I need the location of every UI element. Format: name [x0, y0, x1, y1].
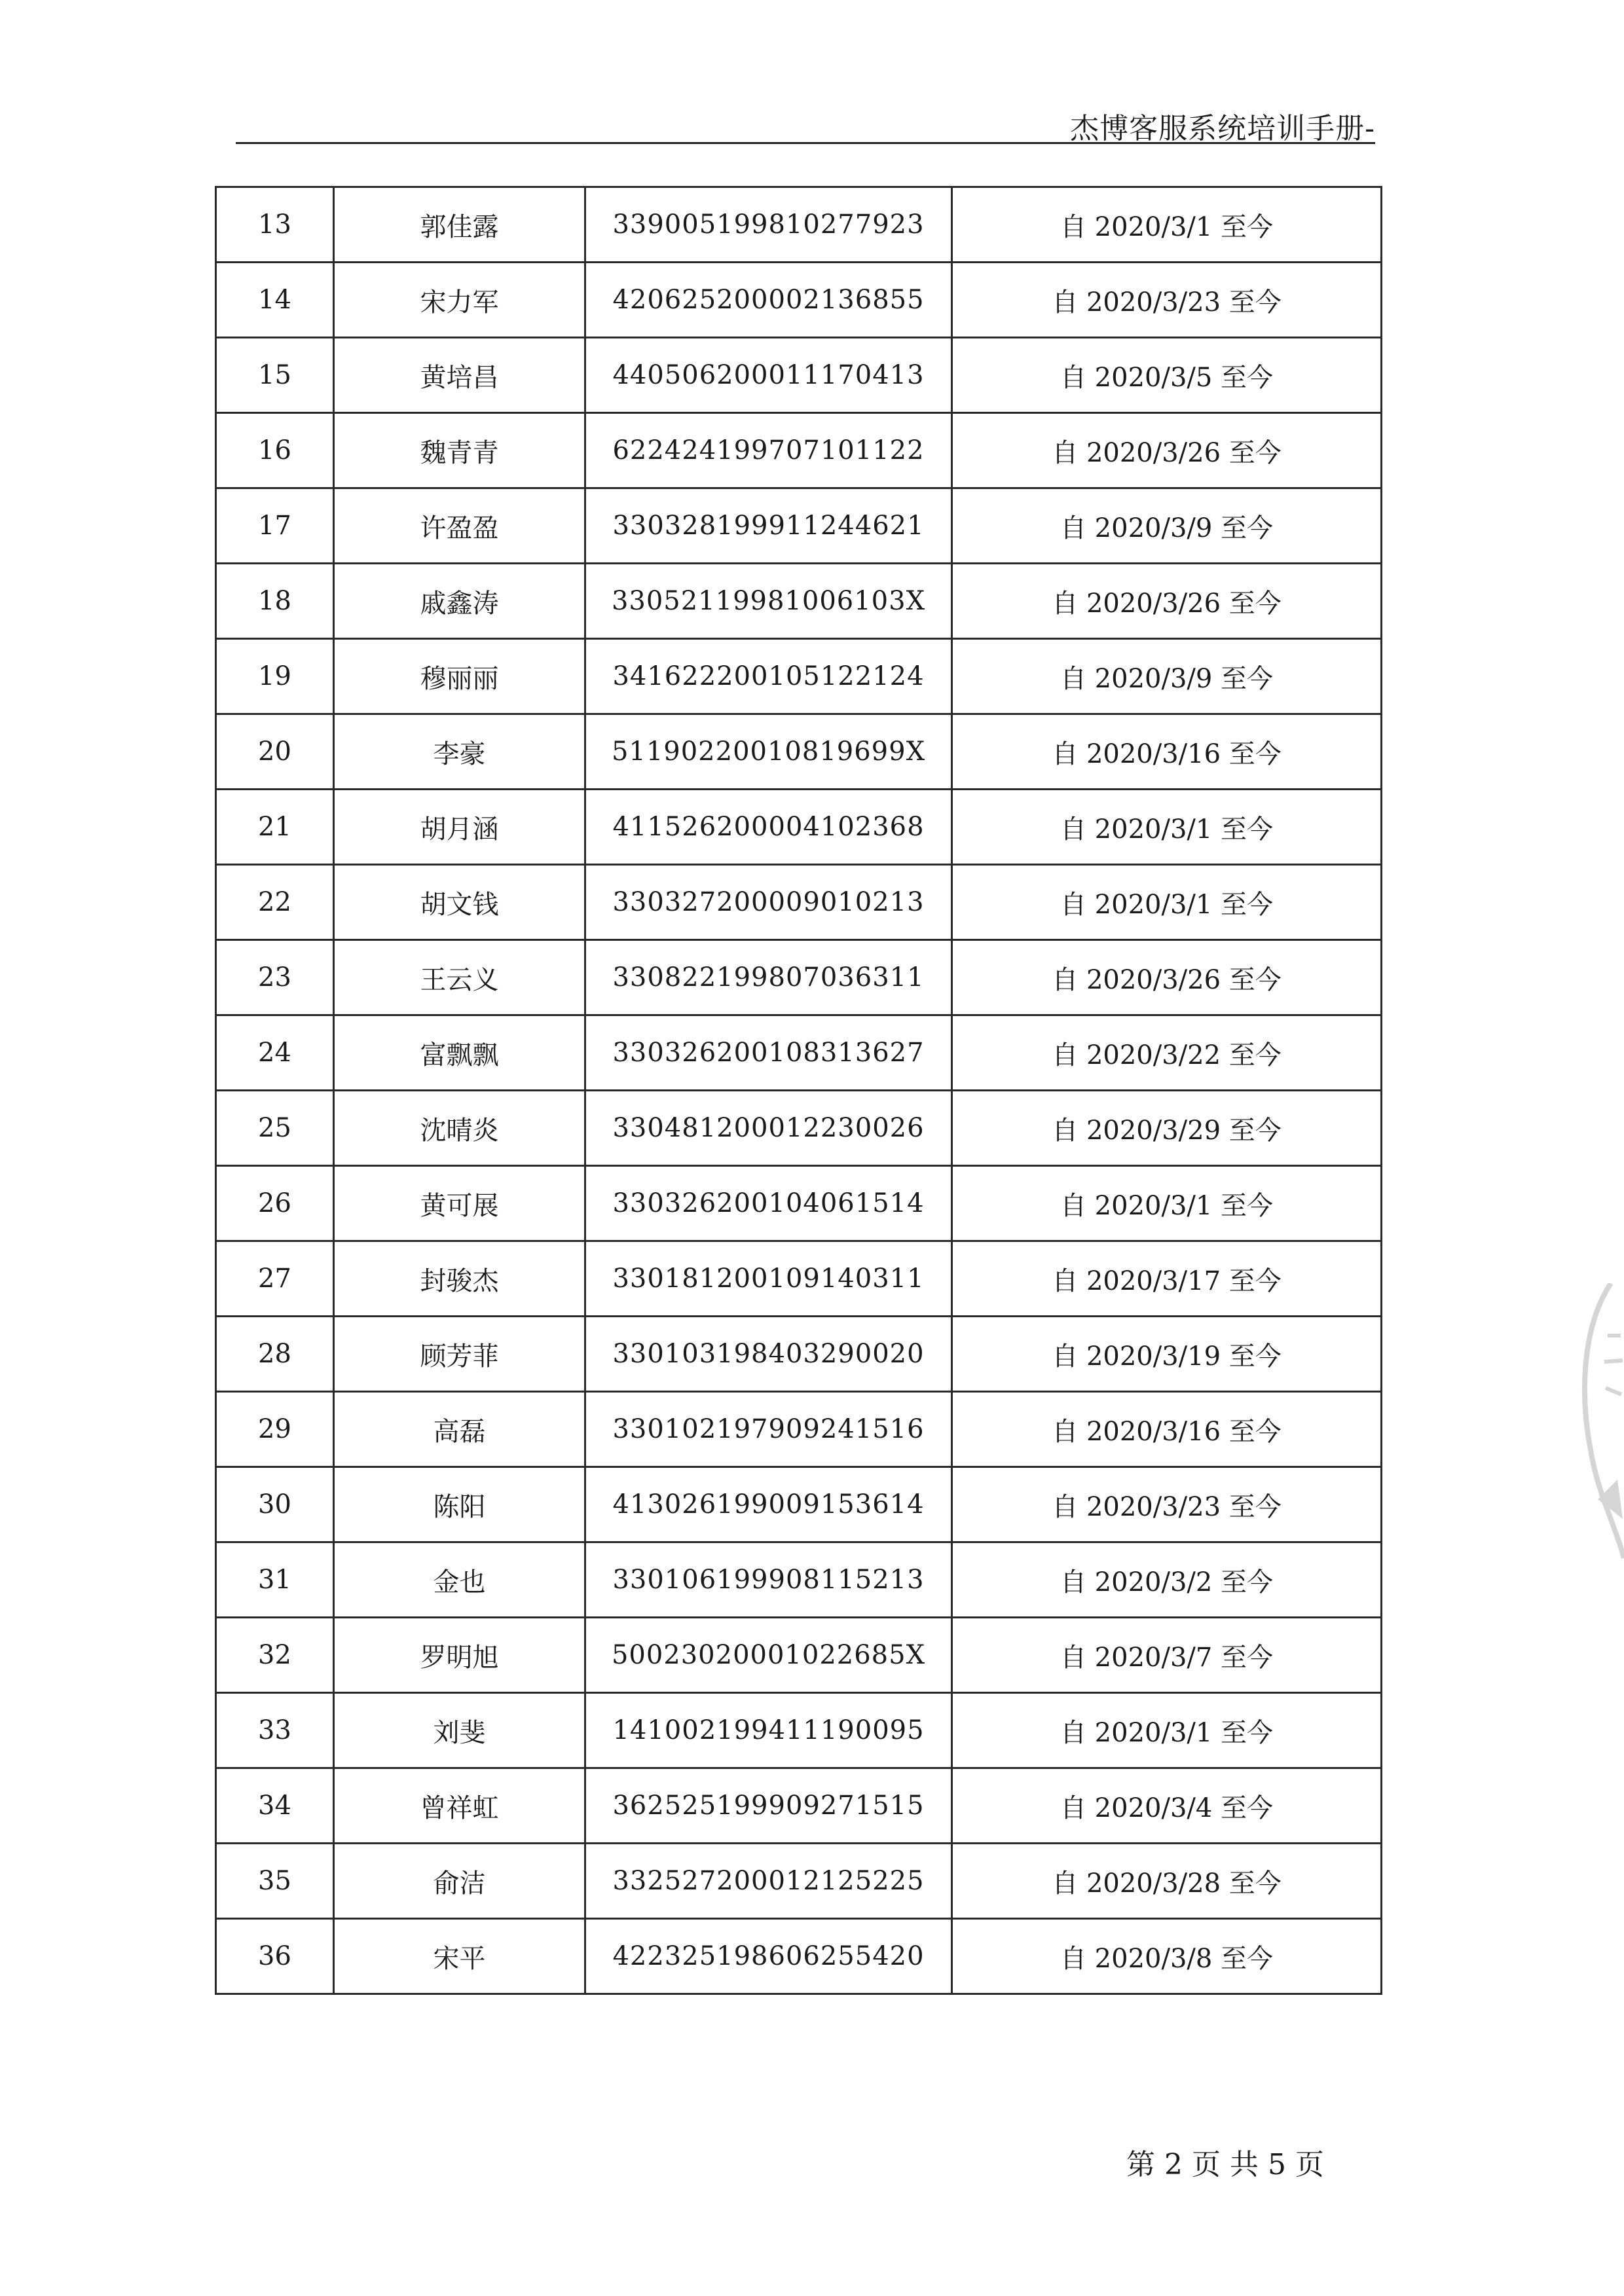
employment-period-cell: 自 2020/3/1 至今 [952, 790, 1382, 865]
row-number-cell: 25 [216, 1091, 334, 1166]
table-row [216, 338, 1382, 413]
row-number-cell: 26 [216, 1166, 334, 1241]
employment-period-cell: 自 2020/3/1 至今 [952, 1166, 1382, 1241]
id-number-cell: 330102197909241516 [585, 1392, 952, 1467]
name-cell: 郭佳露 [334, 187, 585, 263]
id-number-cell: 330326200104061514 [585, 1166, 952, 1241]
page-header [236, 98, 1375, 144]
id-number-cell: 362525199909271515 [585, 1768, 952, 1844]
row-number-cell: 27 [216, 1241, 334, 1317]
table-row [216, 488, 1382, 564]
employment-period-cell: 自 2020/3/16 至今 [952, 1392, 1382, 1467]
name-cell: 俞洁 [334, 1844, 585, 1919]
row-number-cell: 19 [216, 639, 334, 714]
name-cell: 黄培昌 [334, 338, 585, 413]
row-number-cell: 28 [216, 1317, 334, 1392]
table-row [216, 263, 1382, 338]
employment-period-cell: 自 2020/3/2 至今 [952, 1542, 1382, 1618]
employment-period-cell: 自 2020/3/5 至今 [952, 338, 1382, 413]
name-cell: 王云义 [334, 940, 585, 1015]
row-number-cell: 33 [216, 1693, 334, 1768]
table-row [216, 639, 1382, 714]
row-number-cell: 16 [216, 413, 334, 488]
employment-period-cell: 自 2020/3/28 至今 [952, 1844, 1382, 1919]
id-number-cell: 341622200105122124 [585, 639, 952, 714]
row-number-cell: 22 [216, 865, 334, 940]
id-number-cell: 422325198606255420 [585, 1919, 952, 1994]
employment-period-cell: 自 2020/3/26 至今 [952, 940, 1382, 1015]
name-cell: 沈晴炎 [334, 1091, 585, 1166]
row-number-cell: 14 [216, 263, 334, 338]
employment-period-cell: 自 2020/3/1 至今 [952, 1693, 1382, 1768]
table-row [216, 1166, 1382, 1241]
seal-stamp-icon [1572, 1283, 1624, 1637]
row-number-cell: 34 [216, 1768, 334, 1844]
employment-period-cell: 自 2020/3/19 至今 [952, 1317, 1382, 1392]
employment-period-cell: 自 2020/3/29 至今 [952, 1091, 1382, 1166]
name-cell: 穆丽丽 [334, 639, 585, 714]
header-divider [236, 142, 1375, 144]
name-cell: 黄可展 [334, 1166, 585, 1241]
table-row [216, 187, 1382, 263]
table-row [216, 1693, 1382, 1768]
table-row [216, 940, 1382, 1015]
table-row [216, 865, 1382, 940]
name-cell: 刘斐 [334, 1693, 585, 1768]
employment-period-cell: 自 2020/3/17 至今 [952, 1241, 1382, 1317]
table-row [216, 1241, 1382, 1317]
table-row [216, 714, 1382, 790]
employment-period-cell: 自 2020/3/9 至今 [952, 488, 1382, 564]
id-number-cell: 330106199908115213 [585, 1542, 952, 1618]
id-number-cell: 141002199411190095 [585, 1693, 952, 1768]
row-number-cell: 24 [216, 1015, 334, 1091]
id-number-cell: 330328199911244621 [585, 488, 952, 564]
table-row [216, 1392, 1382, 1467]
name-cell: 宋平 [334, 1919, 585, 1994]
employment-period-cell: 自 2020/3/23 至今 [952, 263, 1382, 338]
row-number-cell: 13 [216, 187, 334, 263]
name-cell: 曾祥虹 [334, 1768, 585, 1844]
id-number-cell: 339005199810277923 [585, 187, 952, 263]
table-row [216, 1317, 1382, 1392]
row-number-cell: 15 [216, 338, 334, 413]
table-row [216, 564, 1382, 639]
row-number-cell: 18 [216, 564, 334, 639]
name-cell: 许盈盈 [334, 488, 585, 564]
row-number-cell: 23 [216, 940, 334, 1015]
name-cell: 富飘飘 [334, 1015, 585, 1091]
name-cell: 罗明旭 [334, 1618, 585, 1693]
row-number-cell: 31 [216, 1542, 334, 1618]
employment-period-cell: 自 2020/3/1 至今 [952, 187, 1382, 263]
table-row [216, 1844, 1382, 1919]
row-number-cell: 36 [216, 1919, 334, 1994]
id-number-cell: 330481200012230026 [585, 1091, 952, 1166]
name-cell: 魏青青 [334, 413, 585, 488]
employment-period-cell: 自 2020/3/9 至今 [952, 639, 1382, 714]
row-number-cell: 35 [216, 1844, 334, 1919]
id-number-cell: 413026199009153614 [585, 1467, 952, 1542]
employment-period-cell: 自 2020/3/23 至今 [952, 1467, 1382, 1542]
table-row [216, 790, 1382, 865]
id-number-cell: 411526200004102368 [585, 790, 952, 865]
employment-period-cell: 自 2020/3/4 至今 [952, 1768, 1382, 1844]
table-row [216, 413, 1382, 488]
row-number-cell: 29 [216, 1392, 334, 1467]
table-row [216, 1091, 1382, 1166]
name-cell: 陈阳 [334, 1467, 585, 1542]
name-cell: 胡月涵 [334, 790, 585, 865]
name-cell: 胡文钱 [334, 865, 585, 940]
name-cell: 宋力军 [334, 263, 585, 338]
name-cell: 封骏杰 [334, 1241, 585, 1317]
id-number-cell: 330327200009010213 [585, 865, 952, 940]
table-row [216, 1919, 1382, 1994]
table-row [216, 1467, 1382, 1542]
employment-period-cell: 自 2020/3/26 至今 [952, 413, 1382, 488]
table-row [216, 1015, 1382, 1091]
row-number-cell: 17 [216, 488, 334, 564]
name-cell: 戚鑫涛 [334, 564, 585, 639]
id-number-cell: 622424199707101122 [585, 413, 952, 488]
page-number: 第 2 页 共 5 页 [1126, 2148, 1324, 2181]
id-number-cell: 33052119981006103X [585, 564, 952, 639]
row-number-cell: 21 [216, 790, 334, 865]
document-title: 杰博客服系统培训手册- [1070, 112, 1375, 145]
id-number-cell: 440506200011170413 [585, 338, 952, 413]
id-number-cell: 332527200012125225 [585, 1844, 952, 1919]
row-number-cell: 32 [216, 1618, 334, 1693]
id-number-cell: 330103198403290020 [585, 1317, 952, 1392]
employment-period-cell: 自 2020/3/22 至今 [952, 1015, 1382, 1091]
name-cell: 高磊 [334, 1392, 585, 1467]
id-number-cell: 330822199807036311 [585, 940, 952, 1015]
id-number-cell: 330326200108313627 [585, 1015, 952, 1091]
table-row [216, 1542, 1382, 1618]
staff-roster-table [215, 186, 1382, 1995]
name-cell: 顾芳菲 [334, 1317, 585, 1392]
id-number-cell: 420625200002136855 [585, 263, 952, 338]
employment-period-cell: 自 2020/3/8 至今 [952, 1919, 1382, 1994]
employment-period-cell: 自 2020/3/16 至今 [952, 714, 1382, 790]
roster-body [216, 187, 1382, 1994]
name-cell: 金也 [334, 1542, 585, 1618]
employment-period-cell: 自 2020/3/7 至今 [952, 1618, 1382, 1693]
employment-period-cell: 自 2020/3/1 至今 [952, 865, 1382, 940]
id-number-cell: 50023020001022685X [585, 1618, 952, 1693]
table-row [216, 1618, 1382, 1693]
row-number-cell: 30 [216, 1467, 334, 1542]
id-number-cell: 330181200109140311 [585, 1241, 952, 1317]
id-number-cell: 51190220010819699X [585, 714, 952, 790]
name-cell: 李豪 [334, 714, 585, 790]
row-number-cell: 20 [216, 714, 334, 790]
employment-period-cell: 自 2020/3/26 至今 [952, 564, 1382, 639]
table-row [216, 1768, 1382, 1844]
